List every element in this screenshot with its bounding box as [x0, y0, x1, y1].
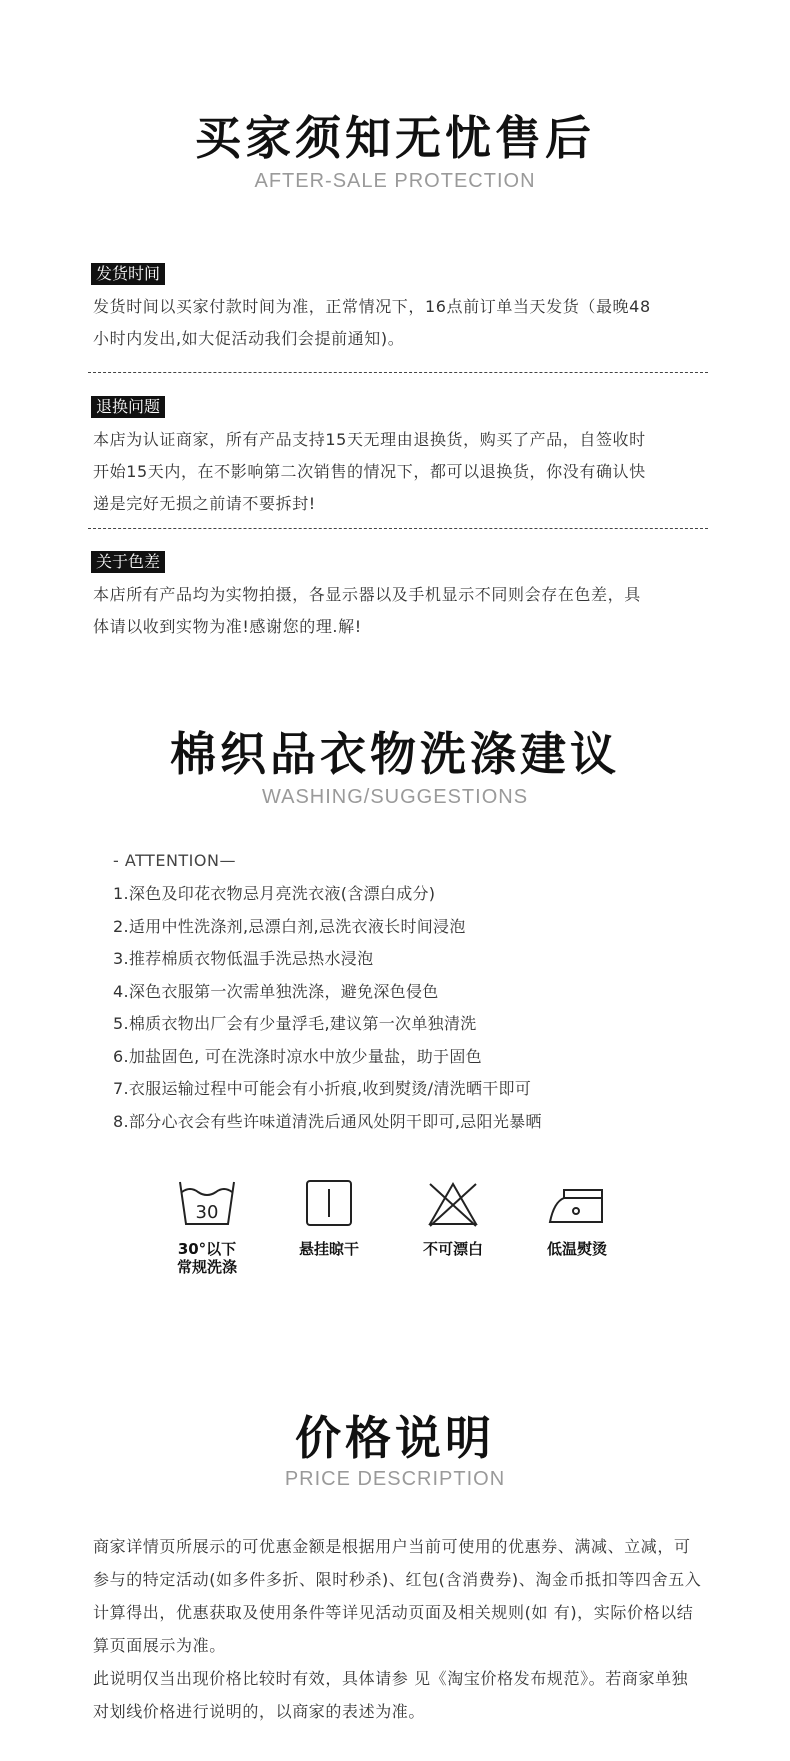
color-diff-tag: 关于色差 [91, 551, 165, 573]
hang-dry-icon [303, 1178, 355, 1230]
low-iron-icon [546, 1178, 608, 1230]
care-low-iron [532, 1178, 622, 1258]
price-line: 此说明仅当出现价格比较时有效，具体请参 见《淘宝价格发布规范》。若商家单独 [93, 1669, 689, 1688]
care-wash-30 [162, 1178, 252, 1276]
icon-label-line: 常规洗涤 [176, 1258, 237, 1276]
washing-list [113, 878, 713, 1138]
price-line: 参与的特定活动(如多件多折、限时秒杀)、红包(含消费券)、淘金币抵扣等四舍五入 [93, 1570, 702, 1589]
return-line: 开始15天内，在不影响第二次销售的情况下，都可以退换货，你没有确认快 [93, 462, 646, 481]
list-item: 5.棉质衣物出厂会有少量浮毛,建议第一次单独清洗 [113, 1014, 477, 1033]
list-item: 6.加盐固色, 可在洗涤时凉水中放少量盐，助于固色 [113, 1046, 482, 1066]
divider [88, 372, 708, 373]
washing-title: 棉织品衣物洗涤建议 [170, 727, 620, 781]
color-line: 体请以收到实物为准!感谢您的理.解! [93, 617, 362, 636]
shipping-time-text [93, 291, 705, 355]
icon-label [408, 1240, 498, 1258]
return-text [93, 424, 705, 520]
list-item: 1.深色及印花衣物忌月亮洗衣液(含漂白成分) [113, 884, 436, 903]
shipping-line: 发货时间以买家付款时间为准，正常情况下，16点前订单当天发货（最晚48 [93, 297, 651, 316]
icon-label-line: 低温熨烫 [546, 1240, 607, 1258]
care-no-bleach [408, 1178, 498, 1258]
care-hang-dry [284, 1178, 374, 1258]
color-line: 本店所有产品均为实物拍摄，各显示器以及手机显示不同则会存在色差，具 [93, 585, 641, 604]
price-text [93, 1530, 705, 1728]
washing-subtitle: WASHING/SUGGESTIONS [261, 786, 529, 808]
return-tag: 退换问题 [91, 396, 165, 418]
list-item: 2.适用中性洗涤剂,忌漂白剂,忌洗衣液长时间浸泡 [113, 916, 466, 936]
wash-temp-number: 30 [195, 1202, 219, 1223]
price-line: 算页面展示为准。 [93, 1636, 226, 1655]
list-item: 3.推荐棉质衣物低温手洗忌热水浸泡 [113, 949, 374, 968]
icon-label [532, 1240, 622, 1258]
icon-label-line: 30°以下 [177, 1240, 237, 1258]
attention-heading: - ATTENTION— [113, 851, 236, 870]
aftersale-title: 买家须知无忧售后 [195, 111, 595, 165]
icon-label-line: 悬挂晾干 [298, 1240, 359, 1258]
list-item: 4.深色衣服第一次需单独洗涤，避免深色侵色 [113, 981, 439, 1001]
price-line: 计算得出，优惠获取及使用条件等详见活动页面及相关规则(如 有)，实际价格以结 [93, 1603, 694, 1622]
list-item: 8.部分心衣会有些许味道清洗后通风处阴干即可,忌阳光暴晒 [113, 1111, 542, 1131]
price-line: 对划线价格进行说明的，以商家的表述为准。 [93, 1702, 426, 1721]
icon-label-line: 不可漂白 [422, 1240, 483, 1258]
aftersale-subtitle: AFTER-SALE PROTECTION [254, 170, 536, 192]
shipping-time-tag: 发货时间 [91, 263, 165, 285]
price-subtitle: PRICE DESCRIPTION [284, 1468, 506, 1490]
divider [88, 528, 708, 529]
return-line: 递是完好无损之前请不要拆封! [93, 494, 316, 513]
wash-tub-30-icon [176, 1178, 238, 1230]
price-title: 价格说明 [295, 1411, 495, 1465]
icon-label [162, 1240, 252, 1276]
color-diff-text [93, 579, 705, 643]
no-bleach-icon [422, 1178, 484, 1230]
list-item: 7.衣服运输过程中可能会有小折痕,收到熨烫/清洗晒干即可 [113, 1079, 532, 1098]
icon-label [284, 1240, 374, 1258]
return-line: 本店为认证商家，所有产品支持15天无理由退换货，购买了产品，自签收时 [93, 430, 646, 449]
shipping-line: 小时内发出,如大促活动我们会提前通知)。 [93, 329, 405, 348]
price-line: 商家详情页所展示的可优惠金额是根据用户当前可使用的优惠券、满减、立减，可 [93, 1537, 691, 1556]
